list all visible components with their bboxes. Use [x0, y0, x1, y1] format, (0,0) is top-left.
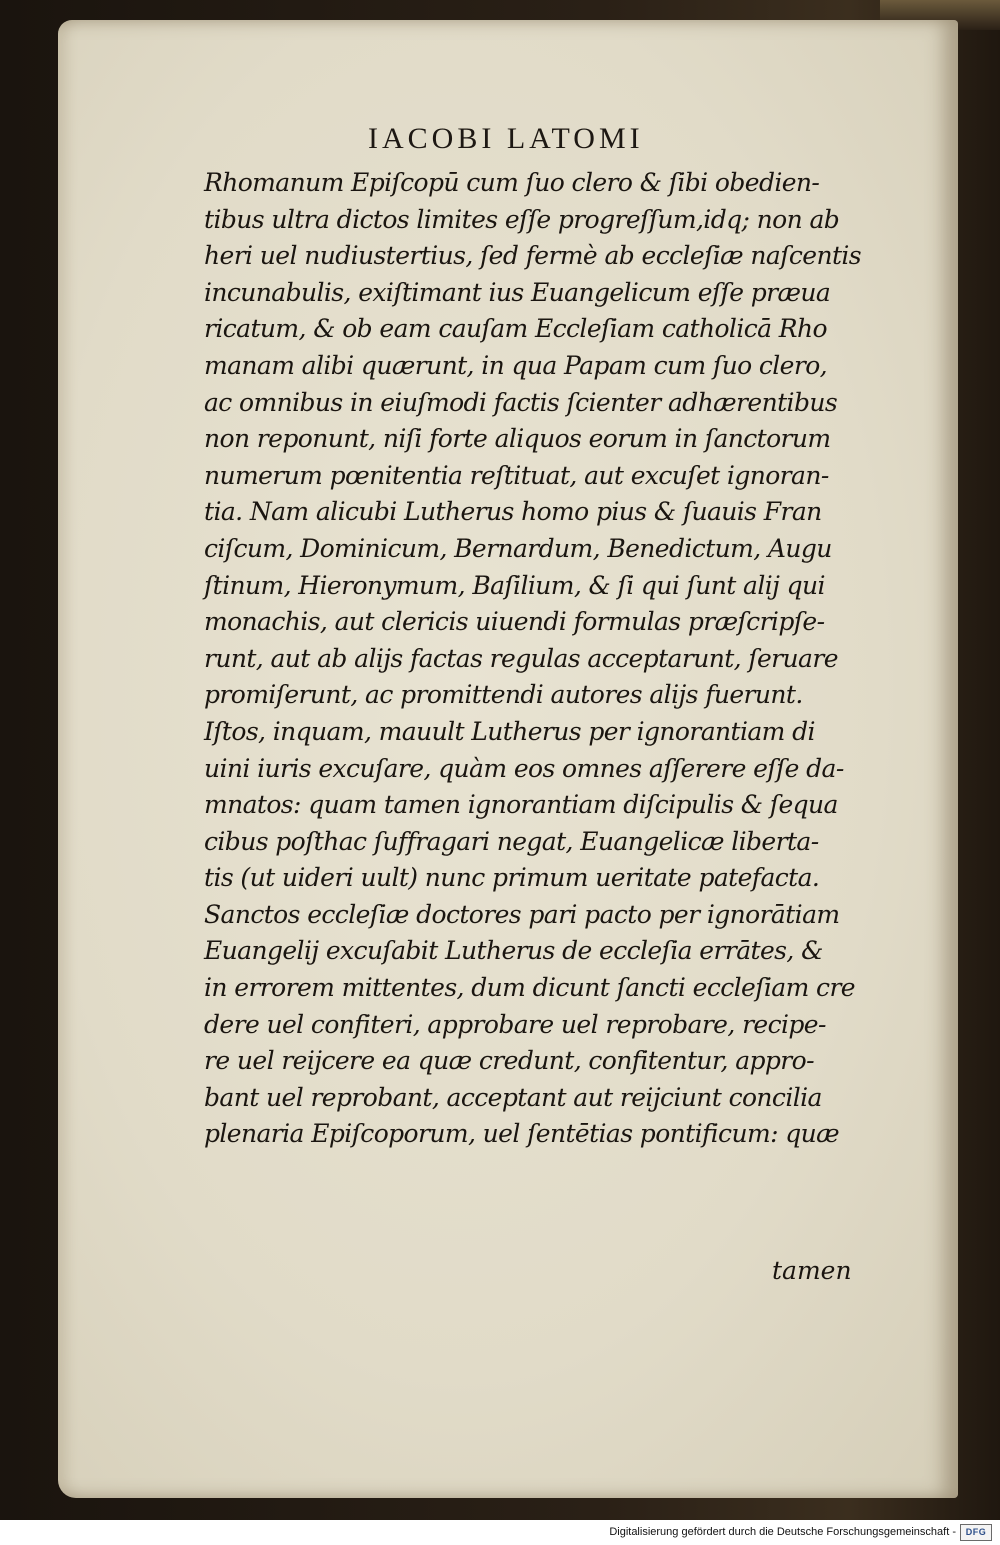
text-line: tibus ultra dictos limites eſſe progreſſum,idq; non ab	[204, 204, 840, 234]
text-line: tis (ut uideri uult) nunc primum ueritate patefacta.	[204, 863, 820, 893]
text-line: dere uel confiteri, approbare uel reprobare, recipe-	[204, 1009, 826, 1039]
text-line: Euangelij excuſabit Lutherus de eccleſia errātes, &	[204, 936, 823, 966]
text-line: cibus poſthac ſuffragari negat, Euangelicæ liberta-	[204, 826, 819, 856]
text-line: Rhomanum Epiſcopū cum ſuo clero & ſibi obedien-	[204, 168, 820, 197]
text-line: manam alibi quærunt, in qua Papam cum ſuo clero,	[204, 350, 828, 380]
text-line: ciſcum, Dominicum, Bernardum, Benedictum, Augu	[204, 533, 832, 563]
text-line: bant uel reprobant, acceptant aut reijciunt concilia	[204, 1082, 822, 1112]
catchword: tamen	[772, 1256, 852, 1285]
digitization-credit: Digitalisierung gefördert durch die Deutsche Forschungsgemeinschaft -	[609, 1526, 956, 1538]
text-line: ſtinum, Hieronymum, Baſilium, & ſi qui ſunt alij qui	[204, 570, 825, 600]
text-line: re uel reijcere ea quæ credunt, confitentur, appro-	[204, 1046, 814, 1076]
dfg-logo: DFG	[960, 1524, 992, 1541]
text-line: in errorem mittentes, dum dicunt ſancti eccleſiam cre	[204, 973, 855, 1003]
text-line: numerum pœnitentia reſtituat, aut excuſet ignoran-	[204, 460, 829, 490]
text-line: ac omnibus in eiuſmodi factis ſcienter adhærentibus	[204, 387, 838, 417]
text-line: non reponunt, niſi forte aliquos eorum in ſanctorum	[204, 424, 831, 454]
text-line: heri uel nudiustertius, ſed fermè ab eccleſiæ naſcentis	[204, 241, 862, 271]
text-line: promiſerunt, ac promittendi autores alijs fuerunt.	[204, 680, 803, 710]
text-line: ricatum, & ob eam cauſam Eccleſiam catholicā Rho	[204, 314, 827, 344]
body-text	[204, 165, 864, 1153]
running-head: IACOBI LATOMI	[368, 122, 644, 155]
text-line: Iſtos, inquam, mauult Lutherus per ignorantiam di	[204, 716, 815, 746]
text-line: uini iuris excuſare, quàm eos omnes aſſerere eſſe da-	[204, 753, 844, 783]
text-line: incunabulis, exiſtimant ius Euangelicum eſſe præua	[204, 277, 831, 307]
text-line: tia. Nam alicubi Lutherus homo pius & ſuauis Fran	[204, 497, 822, 527]
text-line: Sanctos eccleſiæ doctores pari pacto per ignorātiam	[204, 899, 840, 929]
text-line: runt, aut ab alijs factas regulas acceptarunt, ſeruare	[204, 643, 838, 673]
text-line: mnatos: quam tamen ignorantiam diſcipulis & ſequa	[204, 790, 838, 820]
text-line: plenaria Epiſcoporum, uel ſentētias pontificum: quæ	[204, 1119, 840, 1149]
text-line: monachis, aut clericis uiuendi formulas præſcripſe-	[204, 607, 825, 637]
